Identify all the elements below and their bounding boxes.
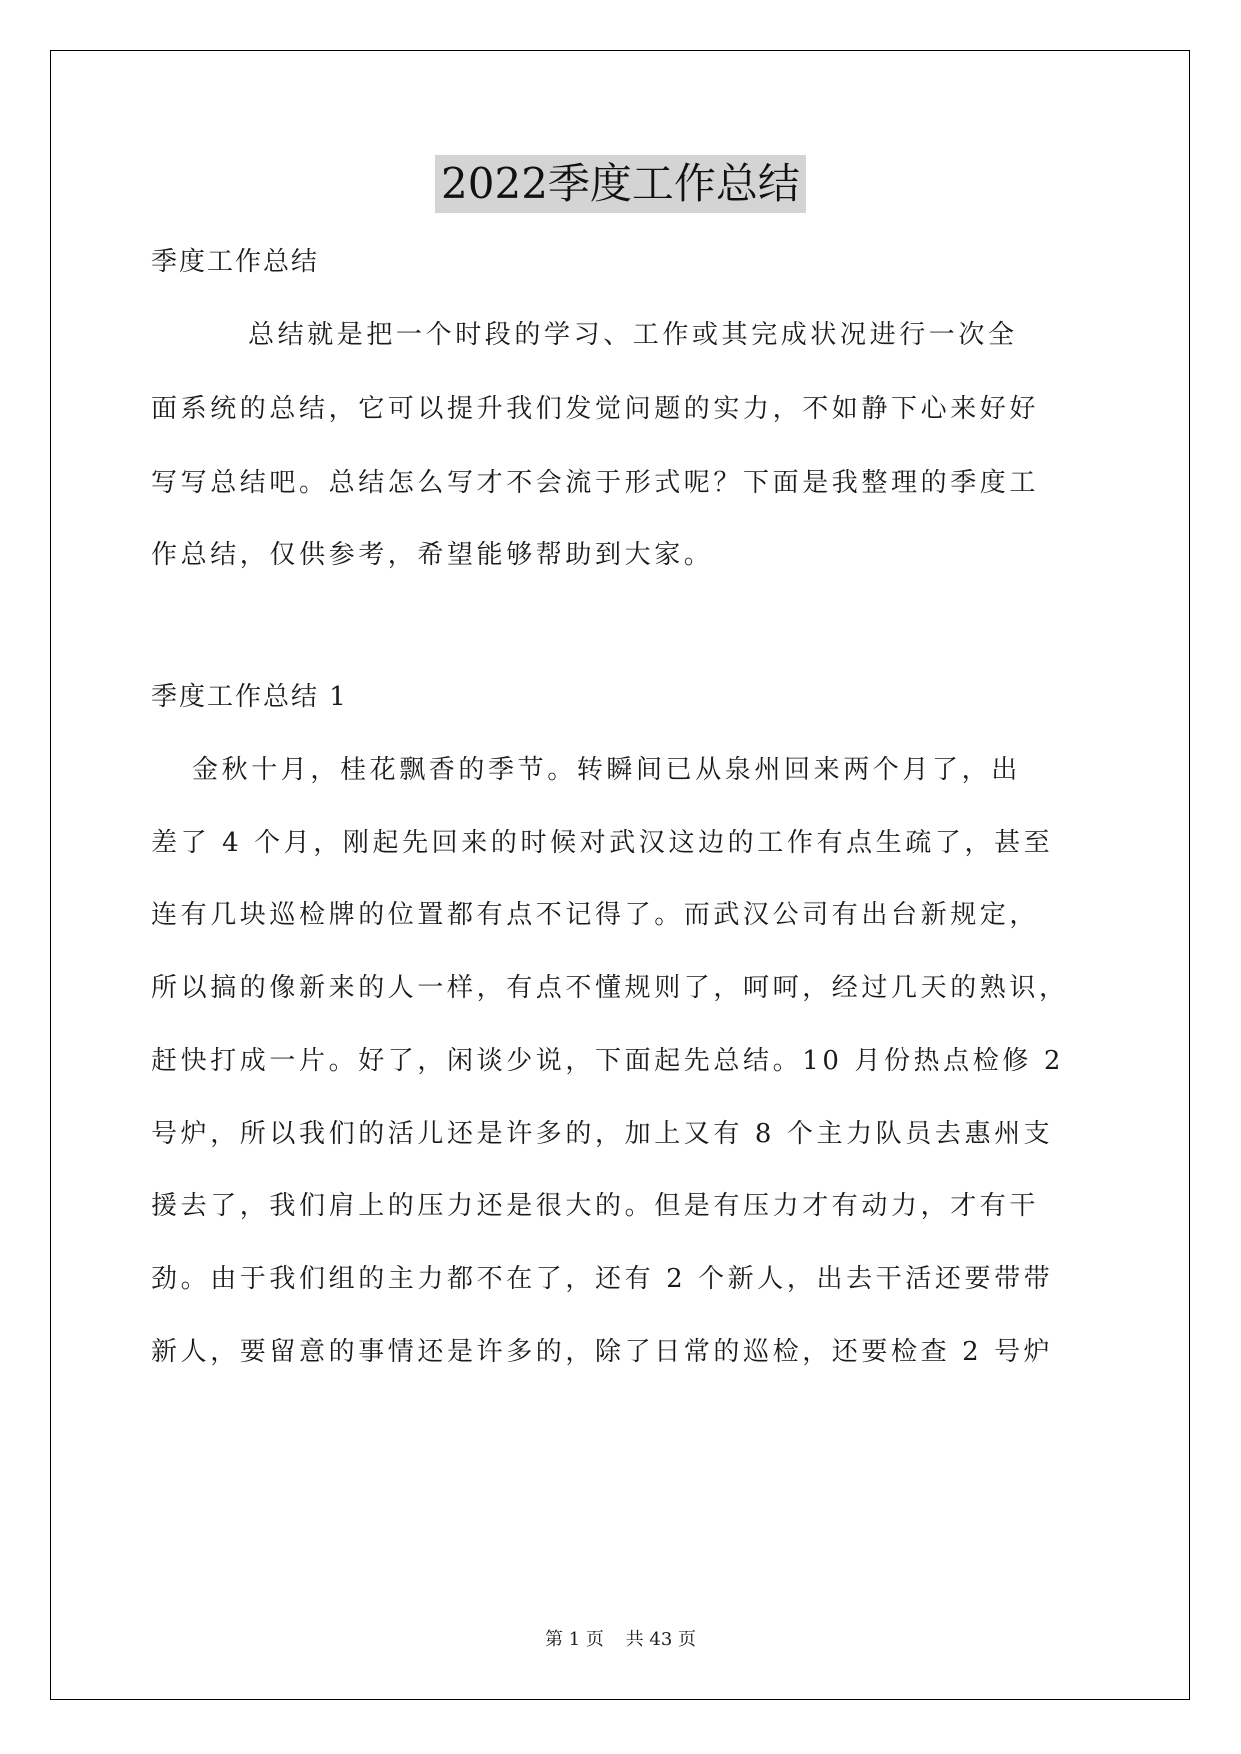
page-number: 第 1 页 bbox=[545, 1629, 604, 1650]
paragraph-line: 连有几块巡检牌的位置都有点不记得了。而武汉公司有出台新规定， bbox=[151, 900, 1040, 930]
paragraph-line: 所以搞的像新来的人一样，有点不懂规则了，呵呵，经过几天的熟识， bbox=[151, 973, 1069, 1003]
section-heading: 季度工作总结 1 bbox=[151, 682, 348, 712]
paragraph-line: 差了 4 个月，刚起先回来的时候对武汉这边的工作有点生疏了，甚至 bbox=[151, 828, 1054, 858]
paragraph-line: 总结就是把一个时段的学习、工作或其完成状况进行一次全 bbox=[248, 320, 1018, 350]
paragraph-line: 金秋十月，桂花飘香的季节。转瞬间已从泉州回来两个月了，出 bbox=[192, 755, 1021, 785]
paragraph-line: 劲。由于我们组的主力都不在了，还有 2 个新人，出去干活还要带带 bbox=[151, 1264, 1054, 1294]
page-border bbox=[50, 50, 1190, 1700]
paragraph-line: 写写总结吧。总结怎么写才不会流于形式呢？下面是我整理的季度工 bbox=[151, 468, 1040, 498]
paragraph-line: 新人，要留意的事情还是许多的，除了日常的巡检，还要检查 2 号炉 bbox=[151, 1337, 1054, 1367]
title-container bbox=[0, 155, 1241, 213]
document-title: 2022季度工作总结 bbox=[435, 155, 806, 213]
page-total: 共 43 页 bbox=[625, 1629, 696, 1650]
section-heading: 季度工作总结 bbox=[151, 247, 320, 277]
paragraph-line: 面系统的总结，它可以提升我们发觉问题的实力，不如静下心来好好 bbox=[151, 394, 1040, 424]
paragraph-line: 作总结，仅供参考，希望能够帮助到大家。 bbox=[151, 540, 714, 570]
page-footer bbox=[0, 1625, 1241, 1651]
paragraph-line: 赶快打成一片。好了，闲谈少说，下面起先总结。10 月份热点检修 2 bbox=[151, 1046, 1064, 1076]
paragraph-line: 援去了，我们肩上的压力还是很大的。但是有压力才有动力，才有干 bbox=[151, 1191, 1040, 1221]
paragraph-line: 号炉，所以我们的活儿还是许多的，加上又有 8 个主力队员去惠州支 bbox=[151, 1119, 1054, 1149]
